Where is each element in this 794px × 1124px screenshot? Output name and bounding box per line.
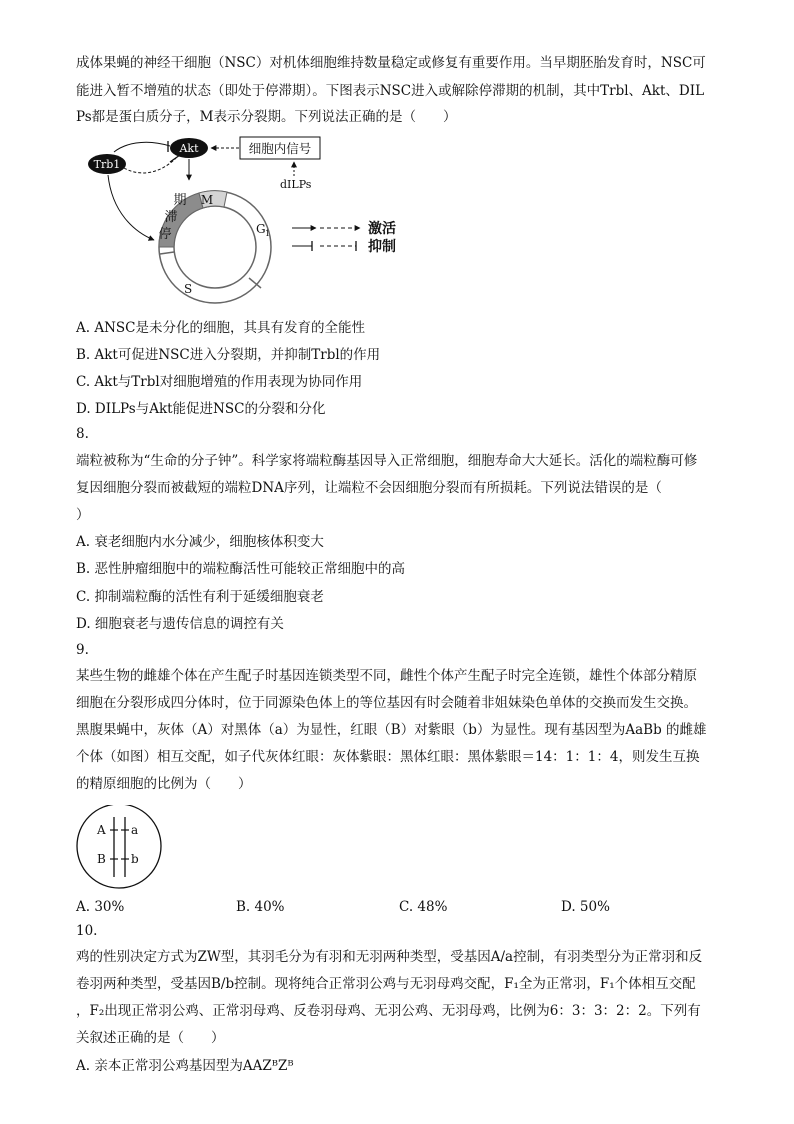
q10-option-a: A. 亲本正常羽公鸡基因型为AAZᴮZᴮ xyxy=(76,1058,294,1074)
q7-option-a: A. ANSC是未分化的细胞，其具有发育的全能性 xyxy=(76,320,365,336)
dilps-label: dILPs xyxy=(280,178,312,191)
q8-stem-line-3: ） xyxy=(76,507,90,523)
q8-stem-line-2: 复因细胞分裂而被截短的端粒DNA序列，让端粒不会因细胞分裂而有所损耗。下列说法错误的是（ xyxy=(76,480,662,496)
q8-option-d: D. 细胞衰老与遗传信息的调控有关 xyxy=(76,616,284,632)
q9-stem-line-2: 细胞在分裂形成四分体时，位于同源染色体上的等位基因有时会随着非姐妹染色单体的交换而发生交换。 xyxy=(76,695,697,711)
nsc-cell-cycle-diagram xyxy=(84,132,434,307)
g1-phase-label: G xyxy=(256,222,266,236)
stall-char-2: 滞 xyxy=(164,210,178,225)
q7-stem-line-3: Ps都是蛋白质分子，M表示分裂期。下列说法正确的是（ ） xyxy=(76,109,457,125)
q9-stem-line-5: 的精原细胞的比例为（ ） xyxy=(76,776,252,792)
gene-b: b xyxy=(131,852,139,866)
s-phase-label: S xyxy=(184,282,193,296)
q7-option-c: C. Akt与Trbl对细胞增殖的作用表现为协同作用 xyxy=(76,374,363,390)
q8-option-a: A. 衰老细胞内水分减少，细胞核体积变大 xyxy=(76,534,324,550)
q8-option-b: B. 恶性肿瘤细胞中的端粒酶活性可能较正常细胞中的高 xyxy=(76,561,406,577)
q9-option-d: D. 50% xyxy=(561,899,610,915)
akt-label: Akt xyxy=(179,142,199,155)
q9-stem-line-1: 某些生物的雌雄个体在产生配子时基因连锁类型不同，雌性个体产生配子时完全连锁，雄性个体部分精原 xyxy=(76,668,697,684)
q9-option-c: C. 48% xyxy=(399,899,448,915)
q7-option-d: D. DILPs与Akt能促进NSC的分裂和分化 xyxy=(76,401,326,417)
q8-number: 8. xyxy=(76,426,89,442)
q8-stem-line-1: 端粒被称为“生命的分子钟”。科学家将端粒酶基因导入正常细胞，细胞寿命大大延长。活化的端粒酶可修 xyxy=(76,453,698,469)
gene-A: A xyxy=(97,823,106,837)
gene-a: a xyxy=(131,823,139,837)
legend-activate: 激活 xyxy=(368,221,396,237)
q9-stem-line-4: 个体（如图）相互交配，如子代灰体红眼：灰体紫眼：黑体红眼：黑体紫眼＝14：1：1：4，则发生互换 xyxy=(76,749,700,765)
q10-number: 10. xyxy=(76,923,98,939)
q8-option-c: C. 抑制端粒酶的活性有利于延缓细胞衰老 xyxy=(76,589,324,605)
q7-stem-line-2: 能进入暂不增殖的状态（即处于停滞期）。下图表示NSC进入或解除停滞期的机制，其中Trbl、Akt、DIL xyxy=(76,83,705,99)
stall-char-1: 期 xyxy=(173,193,187,208)
gene-B: B xyxy=(97,852,106,866)
q7-option-b: B. Akt可促进NSC进入分裂期，并抑制Trbl的作用 xyxy=(76,347,381,363)
q9-stem-line-3: 黑腹果蝇中，灰体（A）对黑体（a）为显性，红眼（B）对紫眼（b）为显性。现有基因型为AaBb 的雌雄 xyxy=(76,722,707,738)
stall-char-3: 停 xyxy=(158,227,172,242)
q10-stem-line-1: 鸡的性别决定方式为ZW型，其羽毛分为有羽和无羽两种类型，受基因A/a控制，有羽类型分为正常羽和反 xyxy=(76,949,703,965)
legend-inhibit: 抑制 xyxy=(368,239,396,255)
signal-label: 细胞内信号 xyxy=(248,141,312,156)
q9-option-b: B. 40% xyxy=(236,899,285,915)
cell-outline xyxy=(77,805,161,888)
q9-number: 9. xyxy=(76,642,89,658)
q10-stem-line-4: 关叙述正确的是（ ） xyxy=(76,1030,225,1046)
trbl-label: Trb1 xyxy=(93,158,121,171)
q10-stem-line-3: ，F₂出现正常羽公鸡、正常羽母鸡、反卷羽母鸡、无羽公鸡、无羽母鸡，比例为6：3：3：2：2。下列有 xyxy=(76,1003,701,1019)
q7-stem-line-1: 成体果蝇的神经干细胞（NSC）对机体细胞维持数量稳定或修复有重要作用。当早期胚胎发育时，NSC可 xyxy=(76,55,706,71)
q9-option-a: A. 30% xyxy=(76,899,125,915)
chromosome-cell-diagram xyxy=(74,805,164,889)
m-phase-label: M xyxy=(200,193,214,207)
q10-stem-line-2: 卷羽两种类型，受基因B/b控制。现将纯合正常羽公鸡与无羽母鸡交配，F₁全为正常羽，F₁个体相互交配 xyxy=(76,976,696,992)
g1-phase-subscript: 1 xyxy=(265,229,271,238)
